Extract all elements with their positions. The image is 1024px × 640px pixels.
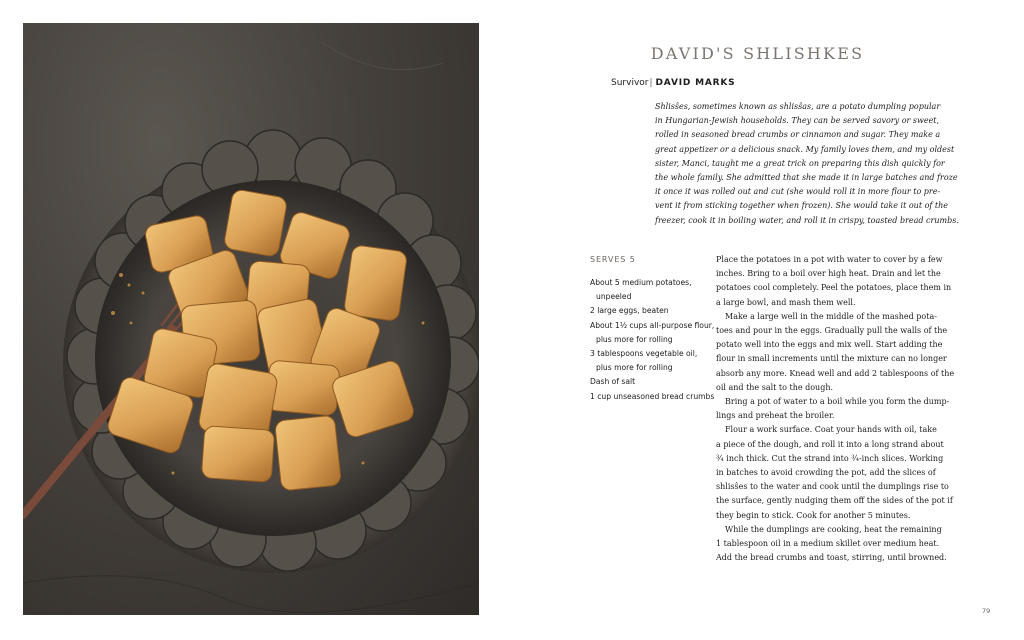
method-line: potato well into the eggs and mix well. Start adding the — [716, 340, 943, 350]
method-line: 1 tablespoon oil in a medium skillet over medium heat. — [716, 539, 940, 549]
recipe-title: DAVID'S SHLISHKES — [650, 44, 865, 63]
intro-line: Shlisŝes, sometimes known as shlisŝas, are a potato dumpling popular — [655, 102, 941, 111]
intro-line: freezer, cook it in boiling water, and roll it in crispy, toasted bread crumbs. — [655, 215, 959, 225]
method-line: flour in small increments until the mixture can no longer — [716, 354, 947, 364]
recipe-photo — [23, 23, 479, 615]
method-line: inches. Bring to a boil over high heat. Drain and let the — [716, 269, 941, 279]
intro-line: it once it was rolled out and cut (she would roll it in more flour to pre- — [655, 187, 941, 197]
method-line: they begin to stick. Cook for another 5 minutes. — [716, 510, 911, 520]
ingredient-item: Dash of salt — [590, 377, 636, 387]
ingredient-item: About 5 medium potatoes, unpeeled — [590, 278, 692, 302]
method-line: Place the potatoes in a pot with water to cover by a few — [716, 255, 943, 264]
survivor-separator: | — [649, 78, 653, 88]
page-number: 79 — [982, 607, 991, 615]
method-line: toes and pour in the eggs. Gradually pull the walls of the — [716, 326, 948, 336]
method-text — [716, 253, 966, 565]
survivor-label: Survivor — [611, 78, 649, 88]
method-line: a large bowl, and mash them well. — [716, 297, 856, 307]
method-line: Make a large well in the middle of the mashed pota- — [725, 311, 937, 321]
intro-line: the whole family. She admitted that she made it in large batches and froze — [655, 173, 958, 183]
intro-line: vent it from sticking together when frozen). She would take it out of the — [655, 201, 949, 211]
intro-line: in Hungarian-Jewish households. They can be served savory or sweet, — [655, 116, 940, 126]
ingredient-list — [590, 276, 715, 404]
ingredient-item: About 1½ cups all-purpose flour, plus more for rolling — [590, 320, 715, 344]
method-line: shlisŝes to the water and cook until the dumplings rise to — [716, 482, 949, 492]
ingredient-item: 1 cup unseasoned bread crumbs — [590, 391, 715, 401]
ingredient-item: 2 large eggs, beaten — [590, 306, 669, 316]
survivor-name: DAVID MARKS — [655, 78, 736, 88]
method-line: Bring a pot of water to a boil while you form the dump- — [725, 397, 950, 407]
survivor-line — [611, 78, 735, 88]
intro-line: great appetizer or a delicious snack. My family loves them, and my oldest — [655, 144, 955, 154]
method-line: ¾ inch thick. Cut the strand into ¾-inch slices. Working — [716, 453, 944, 463]
recipe-intro — [655, 100, 965, 228]
intro-line: rolled in seasoned bread crumbs or cinnamon and sugar. They make a — [655, 130, 941, 140]
method-line: oil and the salt to the dough. — [716, 382, 834, 392]
method-line: absorb any more. Knead well and add 2 tablespoons of the — [716, 368, 955, 378]
method-line: the surface, gently nudging them off the sides of the pot if — [716, 496, 953, 506]
method-line: Flour a work surface. Coat your hands with oil, take — [725, 425, 937, 435]
ingredient-item: 3 tablespoons vegetable oil, plus more for rolling — [590, 349, 698, 373]
intro-line: sister, Manci, taught me a great trick on preparing this dish quickly for — [655, 158, 945, 168]
method-line: potatoes cool completely. Peel the potatoes, place them in — [716, 283, 952, 293]
method-line: a piece of the dough, and roll it into a long strand about — [716, 439, 944, 449]
method-line: lings and preheat the broiler. — [716, 411, 835, 421]
method-line: While the dumplings are cooking, heat the remaining — [725, 524, 942, 534]
method-line: Add the bread crumbs and toast, stirring, until browned. — [716, 553, 947, 563]
dumplings-bowl-illustration — [23, 23, 479, 615]
serves-heading: SERVES 5 — [590, 255, 636, 264]
method-line: in batches to avoid crowding the pot, add the slices of — [716, 468, 936, 478]
